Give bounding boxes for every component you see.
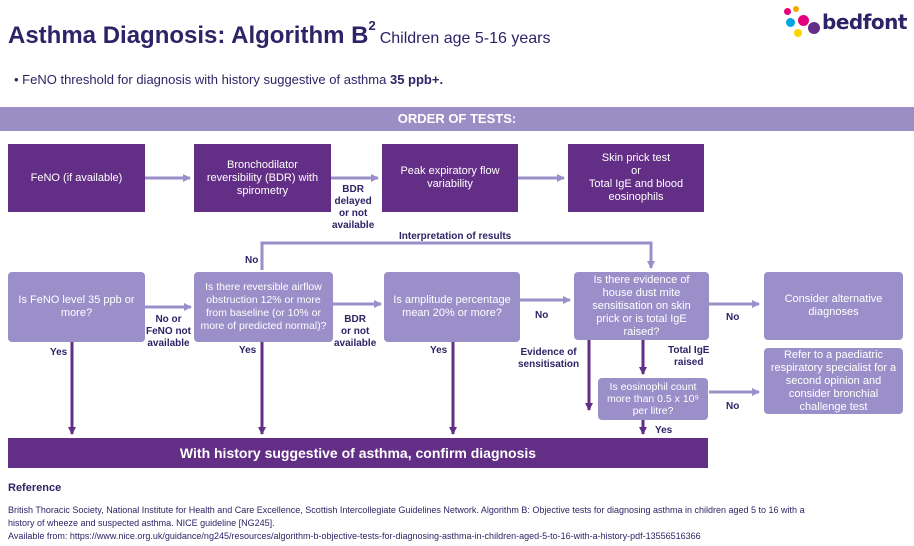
label-no-reversible: No xyxy=(245,255,259,266)
label-no-eosinophil: No xyxy=(726,401,740,412)
test-feno: FeNO (if available) xyxy=(8,144,145,212)
label-total-ige-raised: Total IgE raised xyxy=(668,345,710,368)
label-yes-eosinophil: Yes xyxy=(655,425,673,436)
label-bdr-not: BDR or not available xyxy=(334,314,377,349)
reference-heading: Reference xyxy=(8,482,62,494)
page-subtitle: Children age 5-16 years xyxy=(379,30,551,47)
order-of-tests-bar: ORDER OF TESTS: xyxy=(0,107,914,131)
label-yes-reversible: Yes xyxy=(239,345,257,356)
label-evidence-sensitisation: Evidence of sensitisation xyxy=(518,347,580,370)
title-superscript: 2 xyxy=(368,18,376,33)
outcome-alternative-diagnoses: Consider alternative diagnoses xyxy=(764,272,903,340)
reference-link[interactable]: Available from: https://www.nice.org.uk/guidance/ng245/resources/algorithm-b-objective-tests-for-diagnosing-asthma-in-children-aged-5-to-16-with-a-history-pdf-13556516366 xyxy=(8,531,701,541)
question-eosinophil: Is eosinophil count more than 0.5 x 10⁹ per litre? xyxy=(598,378,708,420)
test-skin-prick: Skin prick test or Total IgE and blood eosinophils xyxy=(568,144,704,212)
test-bdr: Bronchodilator reversibility (BDR) with spirometry xyxy=(194,144,331,212)
question-amplitude: Is amplitude percentage mean 20% or more? xyxy=(384,272,520,342)
outcome-refer-specialist: Refer to a paediatric respiratory specialist for a second opinion and consider bronchial challenge test xyxy=(764,348,903,414)
logo-text: bedfont xyxy=(822,10,907,34)
reference-line-1: British Thoracic Society, National Institute for Health and Care Excellence, Scottish Intercollegiate Guidelines Network. Algorithm B: Objective tests for diagnosing asthma in children aged 5 to 16 with a xyxy=(8,505,805,515)
label-bdr-delayed: BDR delayed or not available xyxy=(332,184,375,231)
bullet-bold: 35 ppb+. xyxy=(389,72,444,87)
reference-line-2: history of wheeze and suspected asthma. NICE guideline [NG245]. xyxy=(8,518,275,528)
test-peak-flow: Peak expiratory flow variability xyxy=(382,144,518,212)
page-title: Asthma Diagnosis: Algorithm $B^2Children$ age 5-16 years xyxy=(8,18,551,49)
label-yes-feno: Yes xyxy=(50,347,68,358)
question-reversible-obstruction: Is there reversible airflow obstruction 12% or more from baseline (or 10% or more of predicted normal)? xyxy=(194,272,333,342)
outcome-confirm-diagnosis: With history suggestive of asthma, confirm diagnosis xyxy=(8,438,708,468)
label-yes-amplitude: Yes xyxy=(430,345,448,356)
label-no-amplitude: No xyxy=(535,310,549,321)
threshold-bullet: • FeNO threshold for diagnosis with history suggestive of asthma 35 ppb+. xyxy=(14,72,444,87)
label-no-house-dust: No xyxy=(726,312,740,323)
label-interpretation: Interpretation of results xyxy=(399,231,512,242)
question-feno-level: Is FeNO level 35 ppb or more? xyxy=(8,272,145,342)
question-house-dust-mite: Is there evidence of house dust mite sensitisation on skin prick or is total IgE raised? xyxy=(574,272,709,340)
bullet-text: FeNO threshold for diagnosis with history suggestive of asthma xyxy=(22,72,390,87)
label-no-feno: No or FeNO not available xyxy=(146,314,191,349)
